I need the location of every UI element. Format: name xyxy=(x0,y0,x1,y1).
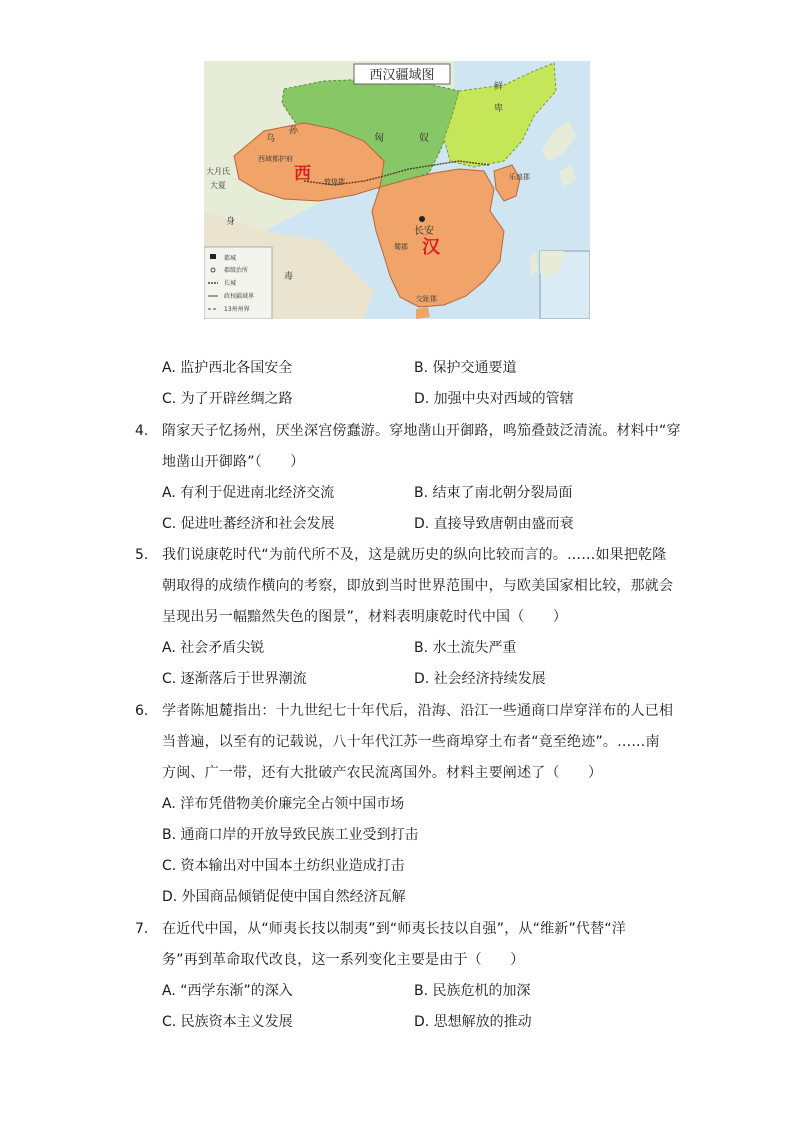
label-changan: 长安 xyxy=(414,226,434,237)
q3-option-a[interactable]: A. 监护西北各国安全 xyxy=(162,360,293,376)
q6-option-b[interactable]: B. 通商口岸的开放导致民族工业受到打击 xyxy=(162,827,419,843)
map-title: 西汉疆域图 xyxy=(369,68,435,83)
q7-number: 7. xyxy=(135,921,149,937)
q6-option-a[interactable]: A. 洋布凭借物美价廉完全占领中国市场 xyxy=(162,796,405,812)
q4-stem-line: 地凿山开御路”（ ） xyxy=(162,454,305,470)
q4-option-b[interactable]: B. 结束了南北朝分裂局面 xyxy=(414,485,573,501)
legend-item-capital: 都城 xyxy=(224,255,237,262)
q5-stem-line: 我们说康乾时代“为前代所不及，这是就历史的纵向比较而言的。……如果把乾隆 xyxy=(162,547,667,563)
legend-item-border: 政权疆域界 xyxy=(224,293,255,300)
legend-item-wall: 长城 xyxy=(224,280,237,287)
legend-item-commandery: 郡级治所 xyxy=(224,267,249,274)
q6-stem-line: 方闽、广一带，还有大批破产农民流离国外。材料主要阐述了（ ） xyxy=(162,765,603,781)
q7-stem-line: 务”再到革命取代改良，这一系列变化主要是由于（ ） xyxy=(162,952,525,968)
label-xi-big: 西 xyxy=(294,164,311,184)
q5-stem-line: 朝取得的成绩作横向的考察，即放到当时世界范围中，与欧美国家相比较，那就会 xyxy=(162,578,674,594)
q3-option-d[interactable]: D. 加强中央对西域的管辖 xyxy=(414,391,574,407)
q5-option-b[interactable]: B. 水土流失严重 xyxy=(414,640,517,656)
q5-option-c[interactable]: C. 逐渐落后于世界潮流 xyxy=(162,671,307,687)
q3-option-c[interactable]: C. 为了开辟丝绸之路 xyxy=(162,391,293,407)
legend-item-province: 13州州界 xyxy=(224,306,250,313)
western-han-territory-map xyxy=(204,61,590,319)
q4-option-a[interactable]: A. 有利于促进南北经济交流 xyxy=(162,485,335,501)
q5-number: 5. xyxy=(135,547,149,563)
q6-stem-line: 学者陈旭麓指出：十九世纪七十年代后，沿海、沿江一些通商口岸穿洋布的人已相 xyxy=(162,703,674,719)
legend-capital-symbol xyxy=(210,254,216,259)
q6-option-c[interactable]: C. 资本输出对中国本土纺织业造成打击 xyxy=(162,858,405,874)
q7-option-a[interactable]: A. “西学东渐”的深入 xyxy=(162,983,293,999)
label-wusun-1: 乌 xyxy=(266,134,276,144)
q7-option-d[interactable]: D. 思想解放的推动 xyxy=(414,1014,532,1030)
q7-stem-line: 在近代中国，从“师夷长技以制夷”到“师夷长技以自强”，从“维新”代替“洋 xyxy=(162,921,626,937)
q5-stem-line: 呈现出另一幅黯然失色的图景”，材料表明康乾时代中国（ ） xyxy=(162,609,568,625)
q4-number: 4. xyxy=(135,423,149,439)
capital-marker xyxy=(419,216,425,222)
label-xiyu-duhufu: 西域都护府 xyxy=(258,155,293,163)
label-shudu: 蜀郡 xyxy=(394,243,408,251)
q6-number: 6. xyxy=(135,703,149,719)
label-xiongnu-2: 奴 xyxy=(419,133,429,144)
q4-option-d[interactable]: D. 直接导致唐朝由盛而衰 xyxy=(414,516,574,532)
label-shen: 身 xyxy=(226,217,236,227)
label-xiongnu-1: 匈 xyxy=(374,133,384,144)
q4-option-c[interactable]: C. 促进吐蕃经济和社会发展 xyxy=(162,516,335,532)
label-xianbei-1: 鲜 xyxy=(494,82,504,92)
label-dunhuang: 敦煌郡 xyxy=(324,178,345,186)
q4-stem-line: 隋家天子忆扬州，厌坐深宫傍蠢游。穿地凿山开御路，鸣笳叠鼓泛清流。材料中“穿 xyxy=(162,423,681,439)
map-graphic xyxy=(204,61,590,319)
q5-option-d[interactable]: D. 社会经济持续发展 xyxy=(414,671,546,687)
label-du: 毒 xyxy=(284,272,294,282)
q7-option-b[interactable]: B. 民族危机的加深 xyxy=(414,983,531,999)
q7-option-c[interactable]: C. 民族资本主义发展 xyxy=(162,1014,293,1030)
label-jiaozhi: 交趾郡 xyxy=(416,295,437,303)
q6-option-d[interactable]: D. 外国商品倾销促使中国自然经济瓦解 xyxy=(162,889,406,905)
q3-option-b[interactable]: B. 保护交通要道 xyxy=(414,360,517,376)
label-wusun-2: 孙 xyxy=(289,126,299,136)
q6-stem-line: 当普遍，以至有的记载说，八十年代江苏一些商埠穿土布者“竟至绝迹”。……南 xyxy=(162,734,660,750)
label-lelang: 乐浪郡 xyxy=(509,173,530,181)
label-daxia: 大夏 xyxy=(210,181,226,190)
q5-option-a[interactable]: A. 社会矛盾尖锐 xyxy=(162,640,265,656)
label-han-big: 汉 xyxy=(422,237,440,258)
label-xianbei-2: 卑 xyxy=(494,104,504,114)
label-dayuezhi: 大月氏 xyxy=(206,167,230,176)
island-shape xyxy=(416,307,430,319)
